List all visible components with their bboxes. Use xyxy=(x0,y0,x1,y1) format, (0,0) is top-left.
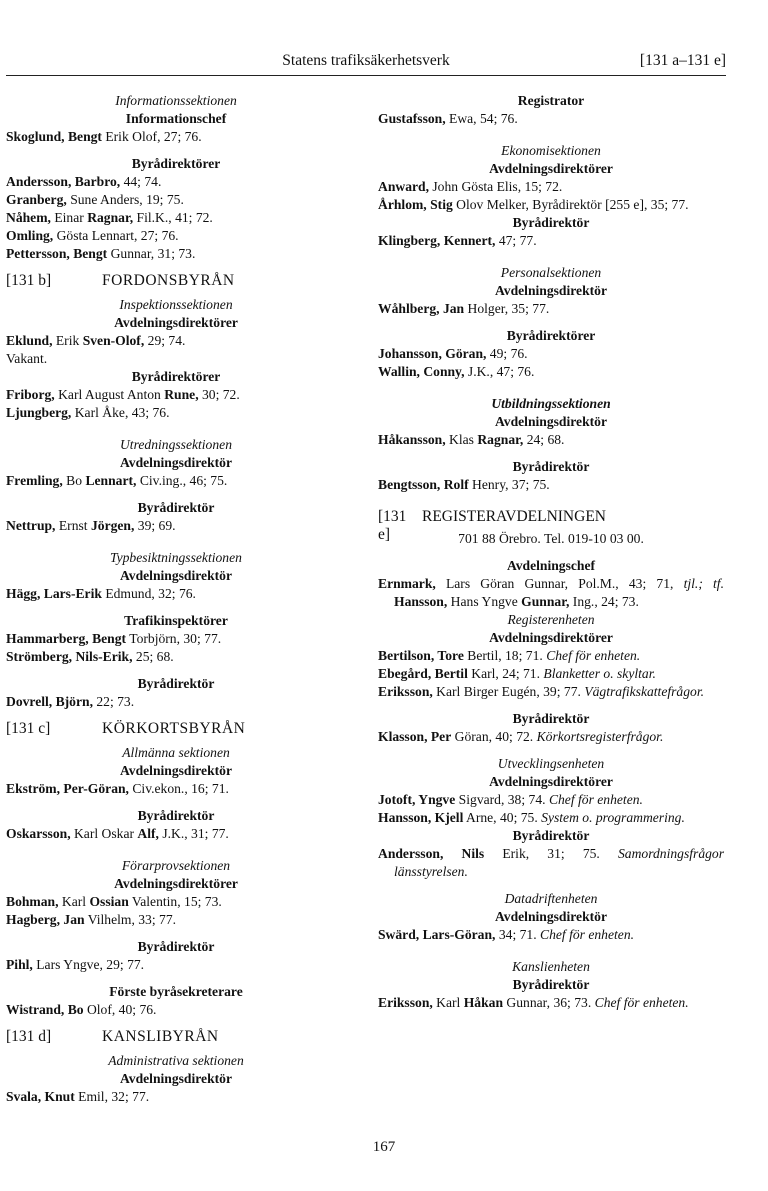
person-entry: Hägg, Lars-Erik Edmund, 32; 76. xyxy=(6,586,196,601)
role-heading: Byrådirektör xyxy=(512,459,590,474)
bureau-heading: [131 b] FORDONSBYRÅN xyxy=(6,272,235,289)
role-heading: Avdelningsdirektör xyxy=(119,763,233,778)
role-heading: Avdelningschef xyxy=(506,558,596,573)
person-entry: Eriksson, Karl Håkan Gunnar, 36; 73. Chef för enheten. xyxy=(378,995,689,1010)
section-heading: Utbildningssektionen xyxy=(491,396,611,411)
role-heading: Avdelningsdirektör xyxy=(494,909,608,924)
role-heading: Avdelningsdirektörer xyxy=(489,161,613,176)
person-entry: Håkansson, Klas Ragnar, 24; 68. xyxy=(378,432,565,447)
person-entry: Eklund, Erik Sven-Olof, 29; 74. xyxy=(6,333,186,348)
person-entry: Wåhlberg, Jan Holger, 35; 77. xyxy=(378,301,550,316)
person-entry: Svala, Knut Emil, 32; 77. xyxy=(6,1089,150,1104)
person-entry: Ekström, Per-Göran, Civ.ekon., 16; 71. xyxy=(6,781,229,796)
person-entry: Anward, John Gösta Elis, 15; 72. xyxy=(378,179,563,194)
role-heading: Avdelningsdirektörer xyxy=(489,630,613,645)
person-entry: Andersson, Barbro, 44; 74. xyxy=(6,174,162,189)
person-entry: Vakant. xyxy=(6,351,48,366)
person-entry: Jotoft, Yngve Sigvard, 38; 74. Chef för enheten. xyxy=(378,792,643,807)
person-entry: Granberg, Sune Anders, 19; 75. xyxy=(6,192,184,207)
role-heading: Byrådirektör xyxy=(512,977,590,992)
person-entry: Strömberg, Nils-Erik, 25; 68. xyxy=(6,649,174,664)
role-heading: Byrådirektör xyxy=(137,939,215,954)
page-header xyxy=(6,52,726,76)
section-heading: Ekonomisektionen xyxy=(501,143,601,158)
header-rule xyxy=(6,75,726,76)
person-entry: Pihl, Lars Yngve, 29; 77. xyxy=(6,957,145,972)
person-entry: Hansson, Kjell Arne, 40; 75. System o. programmering. xyxy=(378,810,685,825)
page-number: 167 xyxy=(372,1139,396,1155)
role-heading: Byrådirektör xyxy=(137,808,215,823)
person-entry: Ebegård, Bertil Karl, 24; 71. Blanketter o. skyltar. xyxy=(378,666,656,681)
role-heading: Avdelningsdirektör xyxy=(494,283,608,298)
person-entry: Wallin, Conny, J.K., 47; 76. xyxy=(378,364,535,379)
role-heading: Byrådirektör xyxy=(137,500,215,515)
section-heading: Allmänna sektionen xyxy=(122,745,230,760)
person-entry: Dovrell, Björn, 22; 73. xyxy=(6,694,135,709)
agency-title: Statens trafiksäkerhetsverk xyxy=(282,52,450,69)
role-heading: Avdelningsdirektör xyxy=(119,455,233,470)
person-entry: Bengtsson, Rolf Henry, 37; 75. xyxy=(378,477,550,492)
section-heading: Utvecklingsenheten xyxy=(497,756,605,771)
section-heading: Utredningssektionen xyxy=(119,437,232,452)
role-heading: Byrådirektör xyxy=(512,828,590,843)
role-heading: Förste byråsekreterare xyxy=(109,984,243,999)
person-entry: Bohman, Karl Ossian Valentin, 15; 73. xyxy=(6,894,222,909)
person-entry: Klingberg, Kennert, 47; 77. xyxy=(378,233,537,248)
address-line: 701 88 Örebro. Tel. 019-10 03 00. xyxy=(458,531,644,546)
section-heading: Kanslienheten xyxy=(512,959,590,974)
section-heading: Datadriftenheten xyxy=(504,891,598,906)
person-entry: Nåhem, Einar Ragnar, Fil.K., 41; 72. xyxy=(6,210,213,225)
person-entry: Gustafsson, Ewa, 54; 76. xyxy=(378,111,518,126)
bureau-heading: [131 e] REGISTERAVDELNINGEN xyxy=(378,508,606,543)
person-entry: Bertilson, Tore Bertil, 18; 71. Chef för enheten. xyxy=(378,648,641,663)
person-entry: Nettrup, Ernst Jörgen, 39; 69. xyxy=(6,518,176,533)
person-entry: Hammarberg, Bengt Torbjörn, 30; 77. xyxy=(6,631,222,646)
person-entry: Friborg, Karl August Anton Rune, 30; 72. xyxy=(6,387,240,402)
person-entry: Swärd, Lars-Göran, 34; 71. Chef för enheten. xyxy=(378,927,635,942)
person-entry: Hagberg, Jan Vilhelm, 33; 77. xyxy=(6,912,177,927)
section-heading: Personalsektionen xyxy=(500,265,602,280)
section-heading: Registerenheten xyxy=(507,612,595,627)
role-heading: Avdelningsdirektörer xyxy=(114,876,238,891)
section-heading: Typbesiktningssektionen xyxy=(110,550,242,565)
role-heading: Avdelningsdirektör xyxy=(119,1071,233,1086)
role-heading: Byrådirektörer xyxy=(131,369,221,384)
person-entry: Johansson, Göran, 49; 76. xyxy=(378,346,528,361)
role-heading: Avdelningsdirektör xyxy=(494,414,608,429)
person-entry: Skoglund, Bengt Erik Olof, 27; 76. xyxy=(6,129,202,144)
role-heading: Avdelningsdirektörer xyxy=(114,315,238,330)
role-heading: Byrådirektörer xyxy=(131,156,221,171)
person-entry: Eriksson, Karl Birger Eugén, 39; 77. Vägtrafikskattefrågor. xyxy=(378,684,705,699)
person-entry: Klasson, Per Göran, 40; 72. Körkortsregisterfrågor. xyxy=(378,729,664,744)
role-heading: Registrator xyxy=(517,93,585,108)
bureau-heading: [131 c] KÖRKORTSBYRÅN xyxy=(6,720,246,737)
person-entry: Ljungberg, Karl Åke, 43; 76. xyxy=(6,405,170,420)
right-column xyxy=(378,92,724,1012)
role-heading: Informationschef xyxy=(125,111,227,126)
role-heading: Byrådirektör xyxy=(512,711,590,726)
section-heading: Informationssektionen xyxy=(115,93,237,108)
role-heading: Byrådirektör xyxy=(512,215,590,230)
role-heading: Avdelningsdirektör xyxy=(119,568,233,583)
role-heading: Trafikinspektörer xyxy=(124,613,228,628)
role-heading: Byrådirektör xyxy=(137,676,215,691)
person-entry: Andersson, Nils Erik, 31; 75. Samordningsfrågor länsstyrelsen. xyxy=(378,846,724,879)
section-reference: [131 a–131 e] xyxy=(639,52,726,69)
role-heading: Byrådirektörer xyxy=(506,328,596,343)
person-entry: Pettersson, Bengt Gunnar, 31; 73. xyxy=(6,246,196,261)
person-entry: Oskarsson, Karl Oskar Alf, J.K., 31; 77. xyxy=(6,826,229,841)
person-entry: Ernmark, Lars Göran Gunnar, Pol.M., 43; 71, tjl.; tf. Hansson, Hans Yngve Gunnar, Ing., 24; 73. xyxy=(378,576,724,609)
role-heading: Avdelningsdirektörer xyxy=(489,774,613,789)
person-entry: Fremling, Bo Lennart, Civ.ing., 46; 75. xyxy=(6,473,228,488)
left-column xyxy=(6,92,346,1106)
person-entry: Wistrand, Bo Olof, 40; 76. xyxy=(6,1002,157,1017)
bureau-heading: [131 d] KANSLIBYRÅN xyxy=(6,1028,219,1045)
section-heading: Administrativa sektionen xyxy=(108,1053,244,1068)
section-heading: Inspektionssektionen xyxy=(119,297,233,312)
section-heading: Förarprovsektionen xyxy=(121,858,231,873)
person-entry: Århlom, Stig Olov Melker, Byrådirektör [255 e], 35; 77. xyxy=(378,197,689,212)
person-entry: Omling, Gösta Lennart, 27; 76. xyxy=(6,228,179,243)
